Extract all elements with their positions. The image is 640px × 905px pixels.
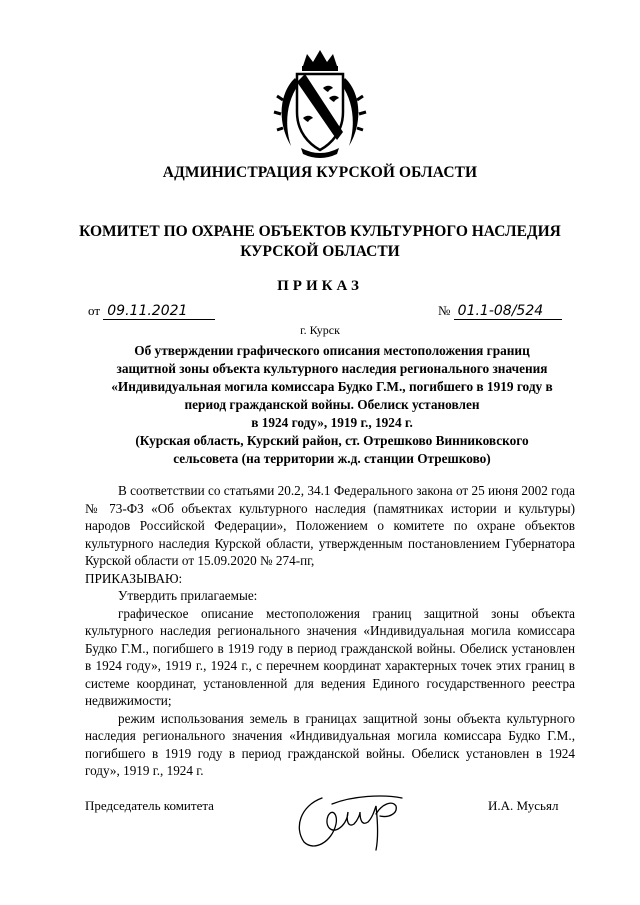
order-number (438, 303, 562, 320)
order-date (88, 303, 215, 320)
number-prefix: № (438, 303, 451, 318)
signatory-position: Председатель комитета (85, 798, 214, 813)
administration-title: АДМИНИСТРАЦИЯ КУРСКОЙ ОБЛАСТИ (162, 164, 478, 181)
subject-line: в 1924 году», 1919 г., 1924 г. (251, 415, 413, 430)
committee-title-line-1: КОМИТЕТ ПО ОХРАНЕ ОБЪЕКТОВ КУЛЬТУРНОГО НАСЛЕДИЯ (79, 223, 561, 240)
order-keyword: ПРИКАЗЫВАЮ: (85, 570, 183, 586)
subject-line: сельсовета (на территории ж.д. станции Отрешково) (173, 451, 491, 466)
handwritten-signature-icon (292, 784, 412, 854)
subject-line: «Индивидуальная могила комиссара Будко Г.М., погибшего в 1919 году в (111, 379, 553, 394)
item-graphic-description: графическое описание местоположения границ защитной зоны объекта культурного наследия регионального значения «Индивидуальная могила комиссара Будко Г.М., погибшего в 1919 году в период гражданской войны. Обелиск установлен в 1924 году», 1919 г., 1924 г., с перечнем координат характерных точек этих границ в системе координат, установленной для ведения Единого государственного реестра недвижимости; (85, 605, 575, 708)
committee-title-line-2: КУРСКОЙ ОБЛАСТИ (240, 243, 400, 260)
committee-title (0, 222, 640, 262)
subject-line: Об утверждении графического описания местоположения границ (134, 343, 530, 358)
subject-line: защитной зоны объекта культурного наследия регионального значения (116, 361, 548, 376)
coat-of-arms-icon (273, 48, 367, 160)
subject-line: (Курская область, Курский район, ст. Отрешково Винниковского (135, 433, 529, 448)
order-subject (82, 342, 582, 468)
signatory-name: И.А. Мусьял (488, 798, 559, 813)
approve-paragraph: Утвердить прилагаемые: (118, 588, 258, 603)
number-value: 01.1-08/524 (454, 304, 562, 320)
subject-line: период гражданской войны. Обелиск установлен (184, 397, 480, 412)
document-type: ПРИКАЗ (277, 278, 363, 294)
date-value: 09.11.2021 (103, 304, 215, 320)
city: г. Курск (300, 323, 340, 337)
order-body (85, 482, 575, 780)
preamble-paragraph: В соответствии со статьями 20.2, 34.1 Федерального закона от 25 июня 2002 года № 73-ФЗ «Об объектах культурного наследия (памятниках истории и культуры) народов Российской Федерации», Положением о комитете по охране объектов культурного наследия Курской области, утвержденным постановлением Губернатора Курской области от 15.09.2020 № 274-пг, (85, 483, 575, 568)
item-land-use-regime: режим использования земель в границах защитной зоны объекта культурного наследия регионального значения «Индивидуальная могила комиссара Будко Г.М., погибшего в 1919 году в период гражданской войны. Обелиск установлен в 1924 году», 1919 г., 1924 г. (85, 710, 575, 778)
date-prefix: от (88, 303, 101, 318)
